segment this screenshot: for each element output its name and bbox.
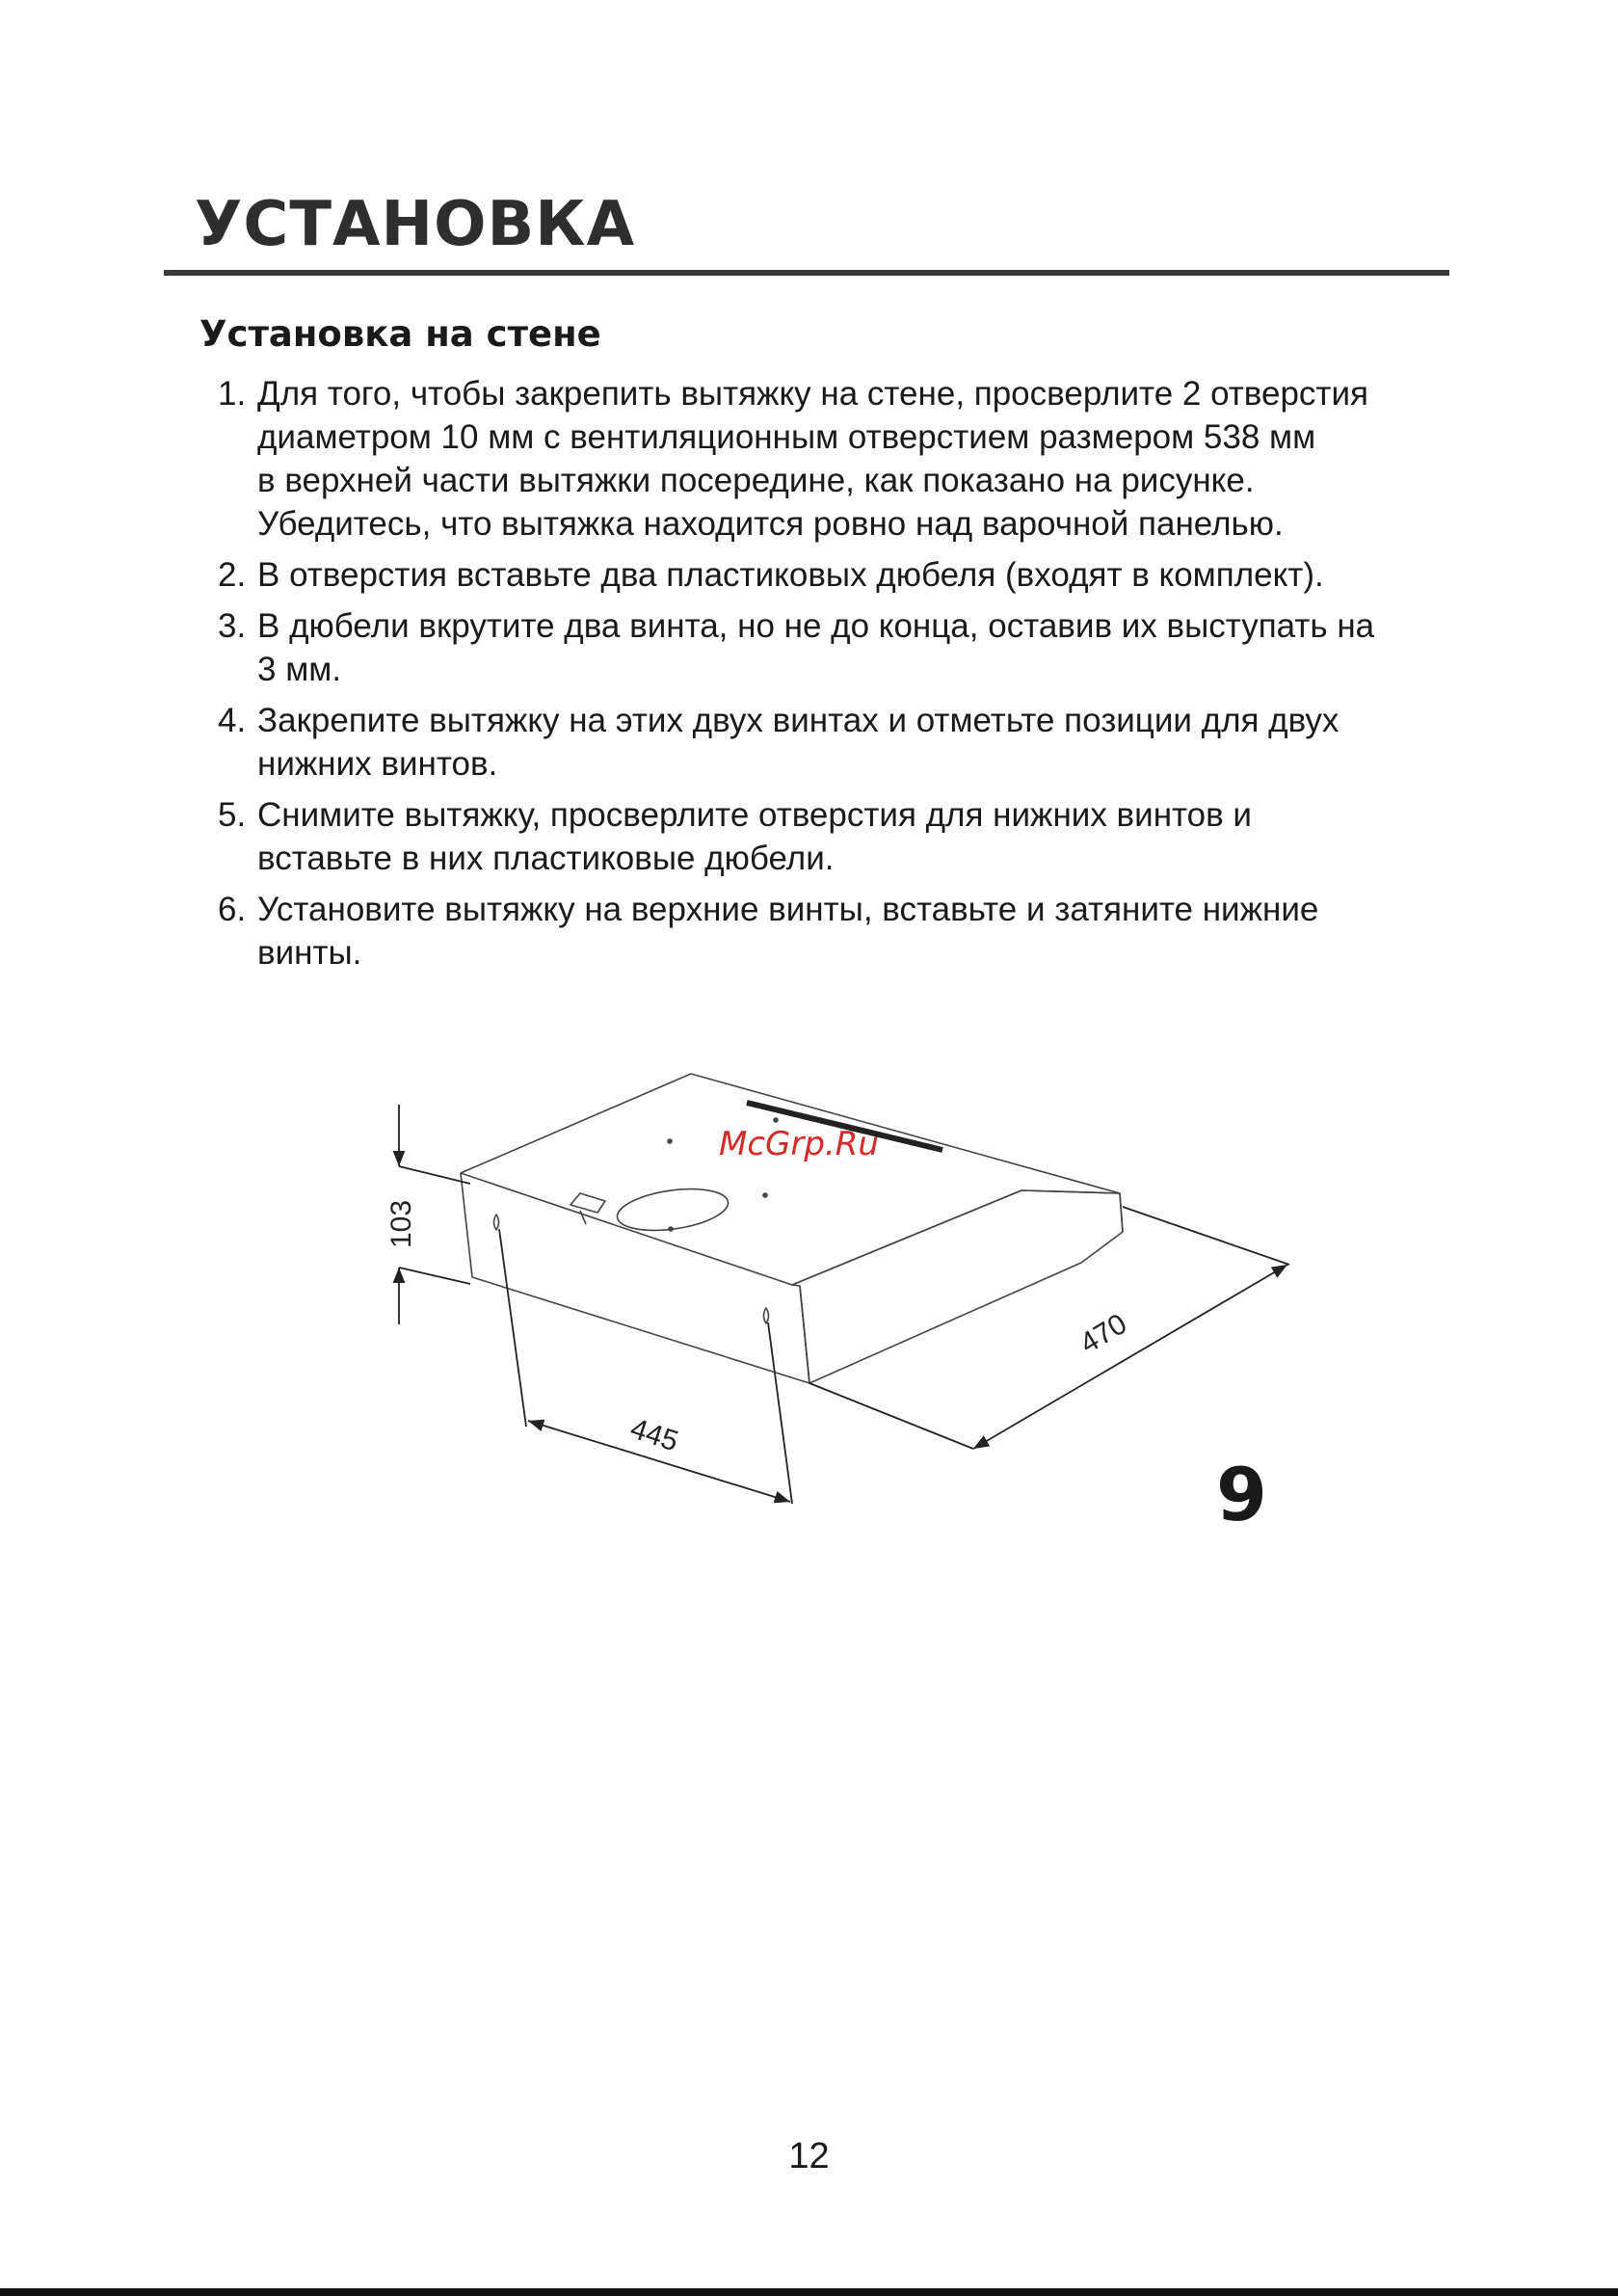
instruction-step	[218, 793, 1471, 880]
hood-visor	[792, 1190, 1123, 1383]
step-text-line: В дюбели вкрутите два винта, но не до конца, оставив их выступать на	[257, 607, 1375, 645]
width-dim-label: 445	[626, 1412, 682, 1458]
step-number: 4.	[218, 702, 247, 739]
hood-top-face	[461, 1074, 1120, 1285]
instruction-list	[218, 372, 1471, 982]
step-text-line: нижних винтов.	[257, 745, 498, 783]
depth-dim-line	[973, 1265, 1287, 1449]
step-number: 2.	[218, 556, 247, 594]
step-number: 3.	[218, 607, 247, 645]
instruction-step	[218, 553, 1471, 597]
page-bottom-border	[0, 2288, 1618, 2296]
step-text-line: Снимите вытяжку, просверлите отверстия для нижних винтов и	[257, 796, 1252, 834]
keyhole-slot	[764, 1308, 769, 1323]
title-divider	[164, 270, 1449, 276]
keyhole-slot	[494, 1215, 499, 1230]
step-text-line: в верхней части вытяжки посередине, как показано на рисунке.	[257, 462, 1255, 499]
step-text-line: винты.	[257, 934, 362, 972]
watermark: McGrp.Ru	[719, 1125, 879, 1163]
instruction-step	[218, 604, 1471, 691]
step-text-line: вставьте в них пластиковые дюбели.	[257, 840, 835, 877]
step-number: 1.	[218, 375, 247, 413]
step-number: 5.	[218, 796, 247, 834]
page-title: УСТАНОВКА	[195, 189, 636, 260]
hood-installation-diagram	[357, 1060, 1301, 1542]
step-number: 6.	[218, 891, 247, 928]
instruction-step	[218, 372, 1471, 546]
step-text-line: В отверстия вставьте два пластиковых дюбеля (входят в комплект).	[257, 556, 1324, 594]
height-dim-label: 103	[385, 1199, 417, 1249]
depth-dim-label: 470	[1074, 1307, 1133, 1360]
page-number: 12	[788, 2136, 830, 2176]
step-text-line: Убедитесь, что вытяжка находится ровно над варочной панелью.	[257, 505, 1284, 543]
instruction-step	[218, 699, 1471, 786]
step-text-line: Закрепите вытяжку на этих двух винтах и отметьте позиции для двух	[257, 702, 1339, 739]
instruction-step	[218, 888, 1471, 974]
step-text-line: диаметром 10 мм с вентиляционным отверстием размером 538 мм	[257, 418, 1316, 456]
figure-number: 9	[1216, 1452, 1267, 1537]
step-text-line: Для того, чтобы закрепить вытяжку на стене, просверлите 2 отверстия	[257, 375, 1368, 413]
hood-back-face	[461, 1173, 809, 1383]
section-title: Установка на стене	[199, 313, 601, 355]
step-text-line: 3 мм.	[257, 651, 342, 688]
step-text-line: Установите вытяжку на верхние винты, вставьте и затяните нижние	[257, 891, 1319, 928]
